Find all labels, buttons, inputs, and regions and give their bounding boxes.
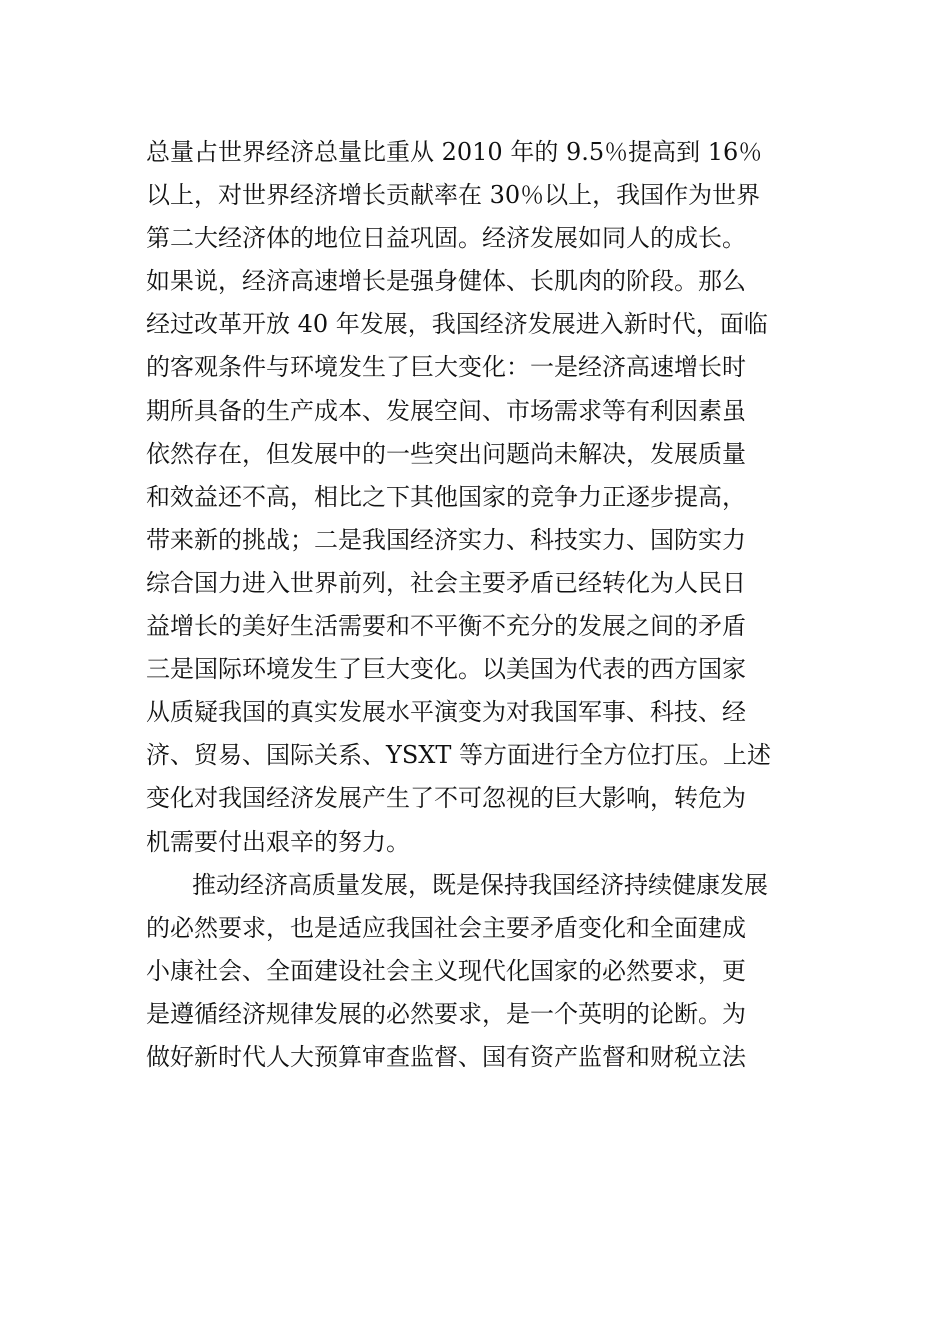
body-text bbox=[146, 131, 816, 1079]
text-line: 综合国力进入世界前列，社会主要矛盾已经转化为人民日 bbox=[146, 568, 746, 597]
text-line: 变化对我国经济发展产生了不可忽视的巨大影响，转危为 bbox=[146, 784, 746, 813]
text-line: 依然存在，但发展中的一些突出问题尚未解决，发展质量 bbox=[146, 439, 746, 468]
text-line: 和效益还不高，相比之下其他国家的竞争力正逐步提高， bbox=[146, 482, 746, 511]
text-line: 从质疑我国的真实发展水平演变为对我国军事、科技、经 bbox=[146, 698, 746, 727]
text-line: 经过改革开放 40 年发展，我国经济发展进入新时代，面临 bbox=[146, 310, 768, 339]
text-line: 带来新的挑战；二是我国经济实力、科技实力、国防实力 bbox=[146, 525, 746, 554]
text-line: 总量占世界经济总量比重从 2010 年的 9.5％提高到 16％ bbox=[146, 138, 763, 166]
text-line: 如果说，经济高速增长是强身健体、长肌肉的阶段。那么 bbox=[146, 267, 746, 296]
text-line: 益增长的美好生活需要和不平衡不充分的发展之间的矛盾 bbox=[146, 612, 746, 641]
text-line: 以上，对世界经济增长贡献率在 30％以上，我国作为世界 bbox=[146, 181, 761, 210]
text-line: 小康社会、全面建设社会主义现代化国家的必然要求，更 bbox=[146, 956, 746, 985]
text-line: 的必然要求，也是适应我国社会主要矛盾变化和全面建成 bbox=[146, 913, 746, 942]
text-line: 机需要付出艰辛的努力。 bbox=[146, 827, 410, 856]
text-line: 的客观条件与环境发生了巨大变化：一是经济高速增长时 bbox=[146, 353, 746, 382]
text-line: 三是国际环境发生了巨大变化。以美国为代表的西方国家 bbox=[146, 655, 746, 684]
text-line: 济、贸易、国际关系、YSXT 等方面进行全方位打压。上述 bbox=[146, 741, 772, 770]
text-line: 期所具备的生产成本、发展空间、市场需求等有利因素虽 bbox=[146, 396, 746, 425]
text-line: 第二大经济体的地位日益巩固。经济发展如同人的成长。 bbox=[146, 224, 746, 253]
paragraph-first-line: 推动经济高质量发展，既是保持我国经济持续健康发展 bbox=[192, 870, 768, 899]
text-line: 做好新时代人大预算审查监督、国有资产监督和财税立法 bbox=[146, 1042, 746, 1071]
text-line: 是遵循经济规律发展的必然要求，是一个英明的论断。为 bbox=[146, 999, 746, 1028]
